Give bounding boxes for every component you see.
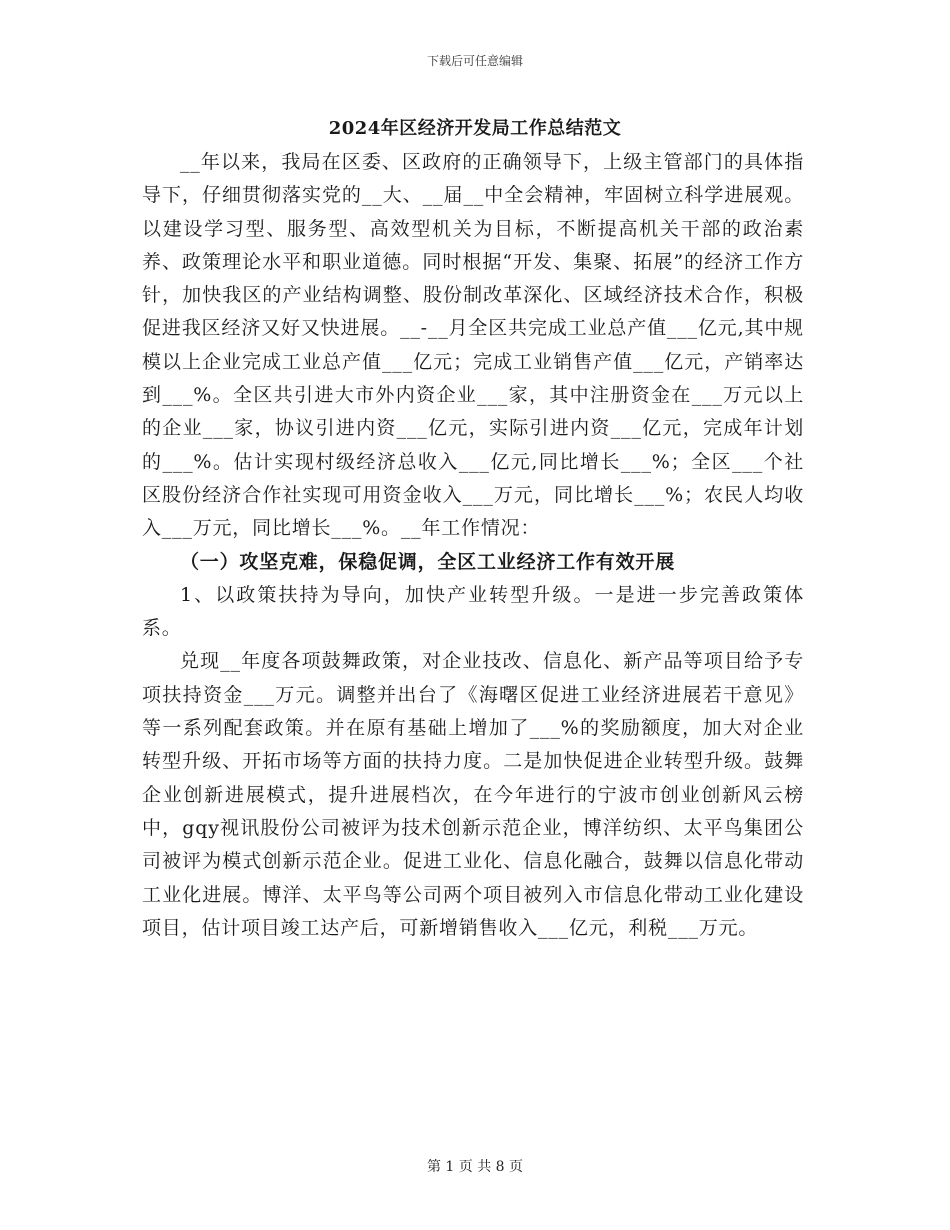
subsection-paragraph: 1、以政策扶持为导向，加快产业转型升级。一是进一步完善政策体系。 — [142, 583, 804, 640]
policy-paragraph: 兑现__年度各项鼓舞政策，对企业技改、信息化、新产品等项目给予专项扶持资金___万元。调整并出台了《海曙区促进工业经济进展若干意见》等一系列配套政策。并在原有基础上增加了___%的奖励额度，加大对企业转型升级、开拓市场等方面的扶持力度。二是加快促进企业转型升级。鼓舞企业创新进展模式，提升进展档次，在今年进行的宁波市创业创新风云榜中，gqy视讯股份公司被评为技术创新示范企业，博洋纺织、太平鸟集团公司被评为模式创新示范企业。促进工业化、信息化融合，鼓舞以信息化带动工业化进展。博洋、太平鸟等公司两个项目被列入市信息化带动工业化建设项目，估计项目竣工达产后，可新增销售收入___亿元，利税___万元。 — [142, 650, 804, 939]
page-header-note: 下载后可任意编辑 — [426, 54, 523, 68]
intro-paragraph: __年以来，我局在区委、区政府的正确领导下，上级主管部门的具体指导下，仔细贯彻落实党的__大、__届__中全会精神，牢固树立科学进展观。以建设学习型、服务型、高效型机关为目标，不断提高机关干部的政治素养、政策理论水平和职业道德。同时根据“开发、集聚、拓展”的经济工作方针，加快我区的产业结构调整、股份制改革深化、区域经济技术合作，积极促进我区经济又好又快进展。__-__月全区共完成工业总产值___亿元,其中规模以上企业完成工业总产值___亿元；完成工业销售产值___亿元，产销率达到___%。全区共引进大市外内资企业___家，其中注册资金在___万元以上的企业___家，协议引进内资___亿元，实际引进内资___亿元，完成年计划的___%。估计实现村级经济总收入___亿元,同比增长___%；全区___个社区股份经济合作社实现可用资金收入___万元，同比增长___%；农民人均收入___万元，同比增长___%。__年工作情况： — [142, 151, 804, 540]
page-number: 第 1 页 共 8 页 — [426, 1159, 524, 1175]
document-body — [142, 146, 804, 945]
document-title: 2024年区经济开发局工作总结范文 — [328, 118, 622, 139]
section-heading: （一）攻坚克难，保稳促调，全区工业经济工作有效开展 — [180, 550, 676, 573]
